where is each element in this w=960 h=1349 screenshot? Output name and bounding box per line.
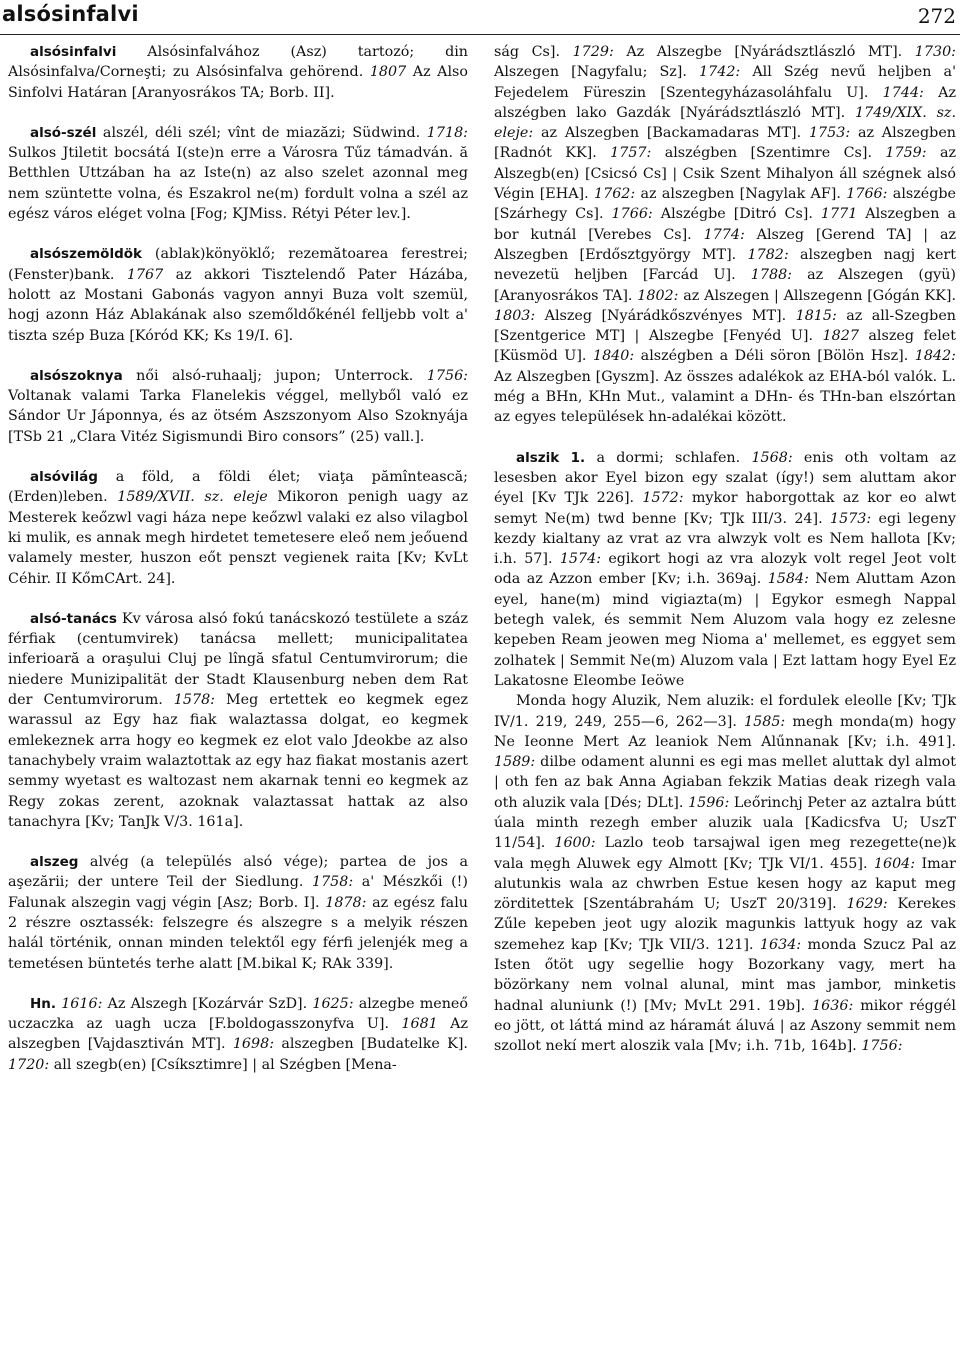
entry-text: Az Alszegben [Gyszm]. Az összes adalékok az EHA-ból valók. L. még a BHn, KHn Mut., valamint a DHn- és THn-ban elszórtan az egyes települések hn-adalékai között. <box>494 368 956 426</box>
citation-date: 1767 <box>126 266 164 283</box>
entry-headword: alsósinfalvi <box>30 44 117 60</box>
dictionary-entry <box>8 244 468 345</box>
entry-headword: alsóvilág <box>30 469 98 486</box>
entry-text: az all-Szegben [Szentgerice MT] | Alszegbe [Fenyéd U]. <box>494 307 956 345</box>
page-header <box>0 0 960 35</box>
entry-text: alszegben nagj kert nevezetü heljben [Farcád U]. <box>494 246 956 284</box>
citation-date: 1815: <box>795 307 837 324</box>
citation-date: 1616: <box>61 995 103 1012</box>
citation-date: 1749/XIX. sz. eleje: <box>494 104 956 142</box>
entry-text: Nem Aluttam Azon eyel, hane(m) mind vigiazta(m) | Egykor esmegh Nappal betegh valek, és semmit Nem Aluzom vala hogy ez zelesne kepeben Ream jeowen meg Nioma a' mellemet, es eggyet sem zolhatek | Semmit Ne(m) Aluzom vala | Ezt lattam hogy Eyel Ez Lakatosne Eleombe Ieöwe <box>494 571 956 689</box>
entry-text: Alszegen [Nagyfalu; Sz]. <box>494 64 700 81</box>
page-number: 272 <box>917 4 956 28</box>
citation-date: 1625: <box>312 995 354 1012</box>
dictionary-entry <box>8 42 468 103</box>
entry-text: Alszeg [Nyárádkőszvényes MT]. <box>535 307 796 324</box>
citation-date: 1878: <box>325 894 367 911</box>
citation-date: 1729: <box>572 44 614 60</box>
citation-date: 1766: <box>846 186 888 203</box>
entry-text: Az Alszegh [Kozárvár SzD]. <box>102 995 313 1012</box>
dictionary-entry <box>8 609 468 832</box>
entry-paragraph <box>8 467 468 589</box>
entry-headword: alsó-tanács <box>30 610 117 627</box>
citation-date: 1742: <box>699 64 741 81</box>
entry-text: Meg ertettek eo kegmek egez warassul az Egy haz fiak walaztassa dolgat, eo kegmek emlekeznek arra hogy eo kegmek ez elot valo Jdeokbe az also tanachybely vraim walaztottak az egy haz fiakat mostanis azert semmy wyetast es waltozast nem akarnak tenni eo kegmek az Regy zokas zerent, azoknak valaztassat hattak az also tanachyra [Kv; TanJk V/3. 161a]. <box>8 692 468 830</box>
dictionary-entry <box>8 366 468 447</box>
citation-date: 1681 <box>401 1016 438 1033</box>
entry-text: a dormi; schlafen. <box>585 449 752 466</box>
entry-text: ság Cs]. <box>494 44 573 60</box>
entry-text: alszégben [Szentimre Cs]. <box>651 145 886 162</box>
citation-date: 1757: <box>610 145 652 162</box>
right-column <box>494 42 956 1077</box>
dictionary-entry <box>8 852 468 974</box>
entry-text: alszegben [Budatelke K]. <box>274 1036 468 1053</box>
entry-headword: Hn. <box>30 995 57 1012</box>
entry-paragraph <box>8 366 468 447</box>
entry-text: alszeg felet [Küsmöd U]. <box>494 328 956 365</box>
entry-headword: alszeg <box>30 854 79 871</box>
entry-text: Kerekes Zűle kepeben jeot ugy alozik magunkis lattyuk hogy az vak szemehez kap [Kv; TJk VII/3. 121]. <box>494 896 956 953</box>
entry-text: (ablak)könyöklő; rezemătoarea ferestrei; (Fenster)bank. <box>8 246 468 283</box>
entry-text: Az alszégben lako Gazdák [Nyárádsztlászló MT]. <box>494 84 957 121</box>
entry-text: alvég (a település alsó vége); partea de jos a aşezării; der untere Teil der Siedlung. <box>8 854 468 891</box>
entry-headword: alszik 1. <box>516 449 586 466</box>
entry-text: az Alszegen (gyü) [Aranyosrákos TA]. <box>494 267 956 304</box>
entry-text: dilbe odament alunni es egi mas mellet aluttak dyl almot | oth fen az bak Anna Agiaban fekzik Matias deak rizegh vala oth aluzik vala [Dés; DLt]. <box>494 754 956 811</box>
entry-text: egi legeny kezdy kialtany az vrat az vra alwzyk volt es Nem hallota [Kv; i.h. 57]. <box>494 510 956 568</box>
entry-text: a' Mészkői (!) Falunak alszegin vagj végin [Asz; Borb. I]. <box>8 874 468 911</box>
citation-date: 1759: <box>885 145 927 162</box>
entry-paragraph <box>8 244 468 345</box>
entry-text: alszégben a Déli söron [Bölön Hsz]. <box>634 348 915 365</box>
citation-date: 1782: <box>747 246 789 263</box>
entry-paragraph <box>8 609 468 832</box>
entry-paragraph <box>8 123 468 224</box>
citation-date: 1730: <box>914 44 956 60</box>
dictionary-entry <box>8 994 468 1075</box>
entry-text: Az Alszegbe [Nyárádsztlászló MT]. <box>613 44 915 60</box>
citation-date: 1589: <box>494 754 536 771</box>
entry-text: Imar alutunkis wala az chwrben Estue kesen hogy az kaput meg zörditettek [Szentábrahám U; UszT 20/319]. <box>494 855 957 913</box>
entry-text: a föld, a földi élet; viaţa pămîntească; (Erden)leben. <box>8 469 468 506</box>
entry-paragraph <box>494 448 956 692</box>
citation-date: 1718: <box>426 124 468 141</box>
entry-text: mykor haborgottak az kor eo alwt semyt Ne(m) twd benne [Kv; TJk III/3. 24]. <box>494 490 956 527</box>
entry-text: megh monda(m) hogy Ne Ieonne Mert Az leaniok Nem Alűnnanak [Kv; i.h. 491]. <box>494 713 956 750</box>
citation-date: 1698: <box>232 1036 275 1053</box>
citation-date: 1802: <box>637 287 679 304</box>
entry-text: Alszégbe [Ditró Cs]. <box>652 206 821 223</box>
entry-text: alzegbe meneő uczaczka az uagh ucza [F.boldogasszonyfva U]. <box>8 995 468 1033</box>
entry-text: az Alszegben [Backamadaras MT]. <box>533 125 809 142</box>
entry-text: enis oth voltam az lesesben akor Eyel bizon egy szalat (így!) sem aluttam akor éyel [Kv TJk 226]. <box>494 449 956 507</box>
citation-date: 1774: <box>703 226 745 243</box>
entry-text: Alsósinfalvához (Asz) tartozó; din Alsósinfalva/Corneşti; zu Alsósinfalva gehörend. <box>8 44 468 81</box>
entry-text: az Alszegb(en) [Csicsó Cs] | Csik Szent Mihalyon áll szégnek alsó Végin [EHA]. <box>494 145 957 203</box>
entry-paragraph <box>8 42 468 103</box>
running-headword: alsósinfalvi <box>2 2 139 26</box>
citation-date: 1842: <box>914 348 956 365</box>
entry-text: egikort hogi az vra alozyk volt regel Jeot volt oda az Azzon ember [Kv; i.h. 369aj. <box>494 551 956 588</box>
entry-text: alszégbe [Szárhegy Cs]. <box>494 186 956 223</box>
entry-text: az egész falu 2 részre osztassék: felszegre és alszegre s a melyik részen halál történik, onnan minden telektől egy férfi jelenjék meg a temetésen büntetés terhe alatt [M.bikal K; RAk 339]. <box>8 894 468 972</box>
citation-date: 1572: <box>642 490 684 507</box>
citation-date: 1596: <box>688 794 730 811</box>
citation-date: 1803: <box>494 307 536 324</box>
citation-date: 1634: <box>759 936 802 953</box>
citation-date: 1573: <box>830 510 872 527</box>
entry-text: Mikoron penigh uagy az Mesterek keőzwl vagi háza nepe keőzwl valaki ez also vilagbol ki mulik, es annak megh hirdetet temetesere eleő nem jeőuend valamely mester, huszon eőt penszt vegienek raita [Kv; KvLt Céhir. II KőmCArt. 24]. <box>8 489 468 587</box>
dictionary-entry <box>8 467 468 589</box>
citation-date: 1758: <box>311 874 354 891</box>
citation-date: 1788: <box>750 267 792 284</box>
entry-text: monda Szucz Pal az Isten őtöt ugy segellie hogy Bozorkany vagy, mert ha bözörkany nem volnal alunal, mint mas jambor, minketis hadnal aluniunk (!) [Mv; MvLt 291. 19b]. <box>494 936 956 1014</box>
entry-paragraph <box>494 691 956 1056</box>
entry-text: Monda hogy Aluzik, Nem aluzik: el fordulek eleolle [Kv; TJk IV/1. 219, 249, 255—6, 262—3]. <box>494 693 956 730</box>
citation-date: 1578: <box>173 692 215 709</box>
left-column <box>8 42 468 1095</box>
entry-headword: alsó-szél <box>30 124 97 141</box>
entry-text: az akkori Tisztelendő Pater Házába, holott az Mostani Gabonás vagyon annyi Buza volt szemül, hogj azonn Ház Ablakának also szemőldőkénél felljebb volt a' tiszta szép Buza [Kóród KK; Ks 19/I. 6]. <box>8 266 468 344</box>
entry-text: Alszegben a bor kutnál [Verebes Cs]. <box>494 206 956 243</box>
citation-date: 1762: <box>594 186 636 203</box>
citation-date: 1636: <box>812 997 854 1014</box>
entry-paragraph <box>494 42 956 428</box>
citation-date: 1600: <box>554 835 596 852</box>
citation-date: 1744: <box>882 84 924 101</box>
citation-date: 1807 <box>369 64 407 81</box>
entry-headword: alsószoknya <box>30 367 123 384</box>
dictionary-entry <box>494 448 956 1057</box>
citation-date: 1629: <box>846 896 888 913</box>
entry-text: Alszeg [Gerend TA] | az Alszegben [Erdősztgyörgy MT]. <box>494 226 957 263</box>
citation-date: 1568: <box>751 449 793 466</box>
entry-text: alszél, déli szél; vînt de miazăzi; Südwind. <box>96 124 427 141</box>
citation-date: 1840: <box>592 348 635 365</box>
entry-text: az alszegben [Nagylak AF]. <box>635 186 847 203</box>
citation-date: 1756: <box>861 1038 903 1055</box>
citation-date: 1585: <box>744 713 786 730</box>
entry-paragraph <box>8 994 468 1075</box>
entry-text: női alsó-ruhaalj; jupon; Unterrock. <box>122 367 427 384</box>
entry-text: az Alszegen | Allszegenn [Gógán KK]. <box>678 287 956 304</box>
entry-text: All Szég nevű heljben a' Fejedelem Füreszin [Szentegyházasoláhfalu U]. <box>494 64 956 101</box>
entry-text: mikor réggél eo jött, ot láttá mind az háramát áluvá | az Aszony semmit nem szollot nekí mert aloszik vala [Mv; i.h. 71b, 164b]. <box>494 997 956 1055</box>
citation-date: 1766: <box>611 206 653 223</box>
entry-text: az Alszegben [Radnót KK]. <box>494 125 956 162</box>
entry-text: Az alszegben [Vajdasztiván MT]. <box>8 1016 468 1053</box>
entry-text: Lazlo teob tarsajwal igen meg rezegette(ne)k vala mẹgh Aluwek egy Almott [Kv; TJk VI/1. 455]. <box>494 835 956 872</box>
entry-text: Kv városa alsó fokú tanácskozó testülete a száz férfiak (centumvirek) tanácsa mellett; municipalitatea inferioară a oraşului Cluj pe lîngă sfatul Centumvirorum; die niedere Munizipalität der Stadt Klausenburg neben dem Rat der Centumvirorum. <box>8 610 468 709</box>
citation-date: 1589/XVII. sz. eleje <box>117 489 268 506</box>
entry-text: all szegb(en) [Csíksztimre] | al Szégben [Mena- <box>49 1056 397 1073</box>
entry-headword: alsószemöldök <box>30 246 142 263</box>
citation-date: 1720: <box>8 1056 50 1073</box>
entry-text: Sulkos Jtiletit bocsátá I(ste)n erre a Városra Tűz támadván. ă Betthlen Uttzában ha az Iste(n) az also szelet azonnal meg nem szüntette volna, és Eszakrol ne(m) fordult volna a szél az egész város eléget volna [Fog; KJMiss. Rétyi Péter lev.]. <box>8 145 468 223</box>
citation-date: 1753: <box>808 125 851 142</box>
citation-date: 1756: <box>426 367 468 384</box>
entry-text: Leőrinchj Peter az aztalra bútt úala minth rezegh ember aluzik uala [Kadicsfva U; UszT 11/54]. <box>494 794 956 852</box>
entry-text: Az Also Sinfolvi Határan [Aranyosrákos TA; Borb. II]. <box>8 64 469 101</box>
entry-text: Voltanak valami Tarka Flanelekis véggel, mellyből való ez Sándor Ur Jáponnya, és az ötsém Aszszonyom Also Szoknyája [TSb 21 „Clara Vitéz Sigismundi Biro consors” (25) vall.]. <box>8 388 468 445</box>
citation-date: 1771 <box>820 206 858 223</box>
dictionary-entry <box>494 42 956 428</box>
citation-date: 1604: <box>873 855 916 872</box>
citation-date: 1827 <box>822 328 859 345</box>
citation-date: 1574: <box>559 551 602 568</box>
dictionary-entry <box>8 123 468 224</box>
entry-paragraph <box>8 852 468 974</box>
citation-date: 1584: <box>767 571 809 588</box>
